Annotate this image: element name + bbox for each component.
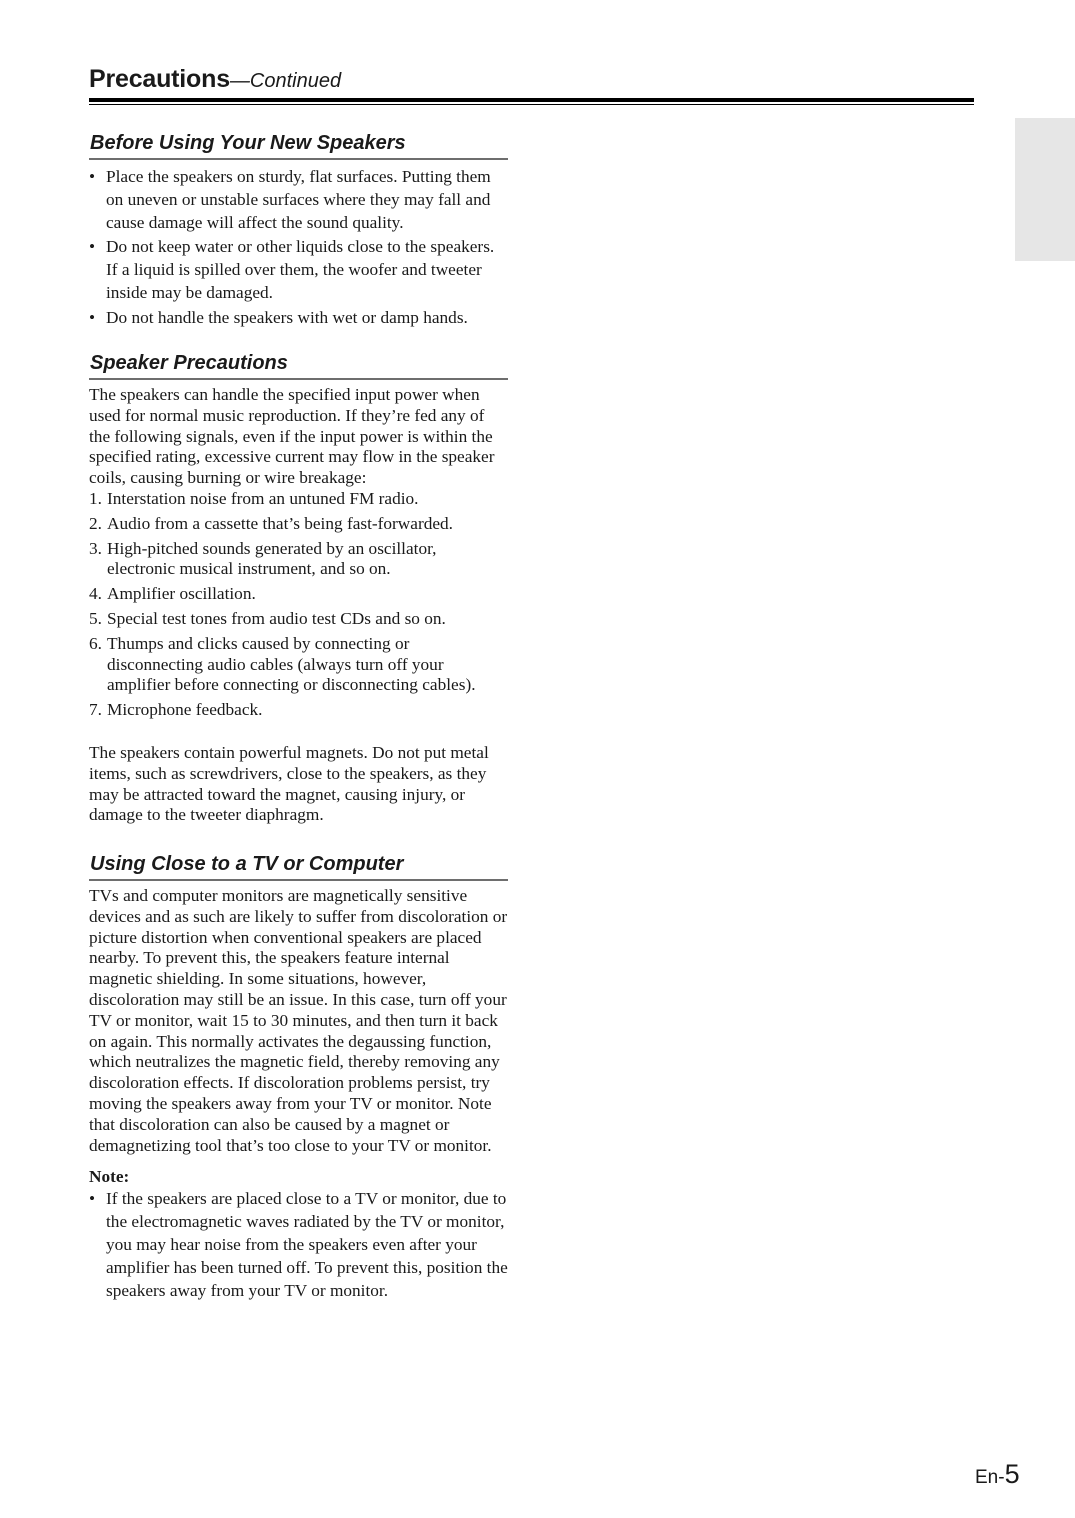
list-item: 3. High-pitched sounds generated by an oscillator, electronic musical instrument, and so on. xyxy=(89,538,437,579)
bullet-list xyxy=(89,166,508,330)
section-before-using xyxy=(89,131,508,332)
magnets-paragraph: The speakers contain powerful magnets. Do not put metal items, such as screwdrivers, close to the speakers, as they may be attracted toward the magnet, causing injury, or damage to the tweeter diaphragm. xyxy=(89,742,489,825)
section-heading: Before Using Your New Speakers xyxy=(89,131,508,160)
list-item: • If the speakers are placed close to a TV or monitor, due to the electromagnetic waves radiated by the TV or monitor, you may hear noise from the speakers even after your amplifier has been turned off. To prevent this, position the speakers away from your TV or monitor. xyxy=(89,1189,508,1300)
list-item: 1. Interstation noise from an untuned FM radio. xyxy=(89,488,419,508)
bullet-icon: • xyxy=(89,307,96,327)
bullet-icon: • xyxy=(89,1189,96,1209)
list-item: 6. Thumps and clicks caused by connecting or disconnecting audio cables (always turn off your amplifier before connecting or disconnecting cables). xyxy=(89,633,476,695)
note-list xyxy=(89,1188,508,1302)
bullet-icon: • xyxy=(89,237,96,257)
note-label: Note: xyxy=(89,1167,130,1187)
numbered-list xyxy=(89,489,508,721)
header-rule-thick xyxy=(89,98,974,102)
list-item: • Place the speakers on sturdy, flat surfaces. Putting them on uneven or unstable surfaces where they may fall and cause damage will affect the sound quality. xyxy=(89,167,491,232)
list-item: 5. Special test tones from audio test CDs and so on. xyxy=(89,608,446,628)
page-number: En-5 xyxy=(975,1459,1020,1489)
list-item: 7. Microphone feedback. xyxy=(89,700,263,720)
section-tv-computer xyxy=(89,852,508,1304)
section-heading: Speaker Precautions xyxy=(89,351,508,380)
page-title-main: Precautions xyxy=(89,65,230,93)
header-rule-thin xyxy=(89,104,974,105)
page-title xyxy=(89,62,341,98)
intro-paragraph: The speakers can handle the specified input power when used for normal music reproduction. If they’re fed any of the following signals, even if the input power is within the specified rating, excessive current may flow in the speaker coils, causing burning or wire breakage: xyxy=(89,385,495,488)
bullet-icon: • xyxy=(89,167,96,186)
section-heading: Using Close to a TV or Computer xyxy=(89,852,508,881)
body-paragraph: TVs and computer monitors are magnetically sensitive devices and as such are likely to suffer from discoloration or picture distortion when conventional speakers are placed nearby. To prevent this, the speakers feature internal magnetic shielding. In some situations, however, discoloration may still be an issue. In this case, turn off your TV or monitor, wait 15 to 30 minutes, and then turn it back on again. This normally activates the degaussing function, which neutralizes the magnetic field, thereby removing any discoloration effects. If discoloration problems persist, try moving the speakers away from your TV or monitor. Note that discoloration can also be caused by a magnet or demagnetizing tool that’s too close to your TV or monitor. xyxy=(89,886,508,1155)
side-tab xyxy=(1015,118,1075,261)
page-title-continued: —Continued xyxy=(229,70,342,92)
list-item: • Do not keep water or other liquids close to the speakers. If a liquid is spilled over them, the woofer and tweeter inside may be damaged. xyxy=(89,237,495,302)
section-speaker-precautions xyxy=(89,351,508,826)
list-item: 2. Audio from a cassette that’s being fast-forwarded. xyxy=(89,513,453,533)
list-item: 4. Amplifier oscillation. xyxy=(89,584,256,604)
list-item: • Do not handle the speakers with wet or damp hands. xyxy=(89,307,508,330)
